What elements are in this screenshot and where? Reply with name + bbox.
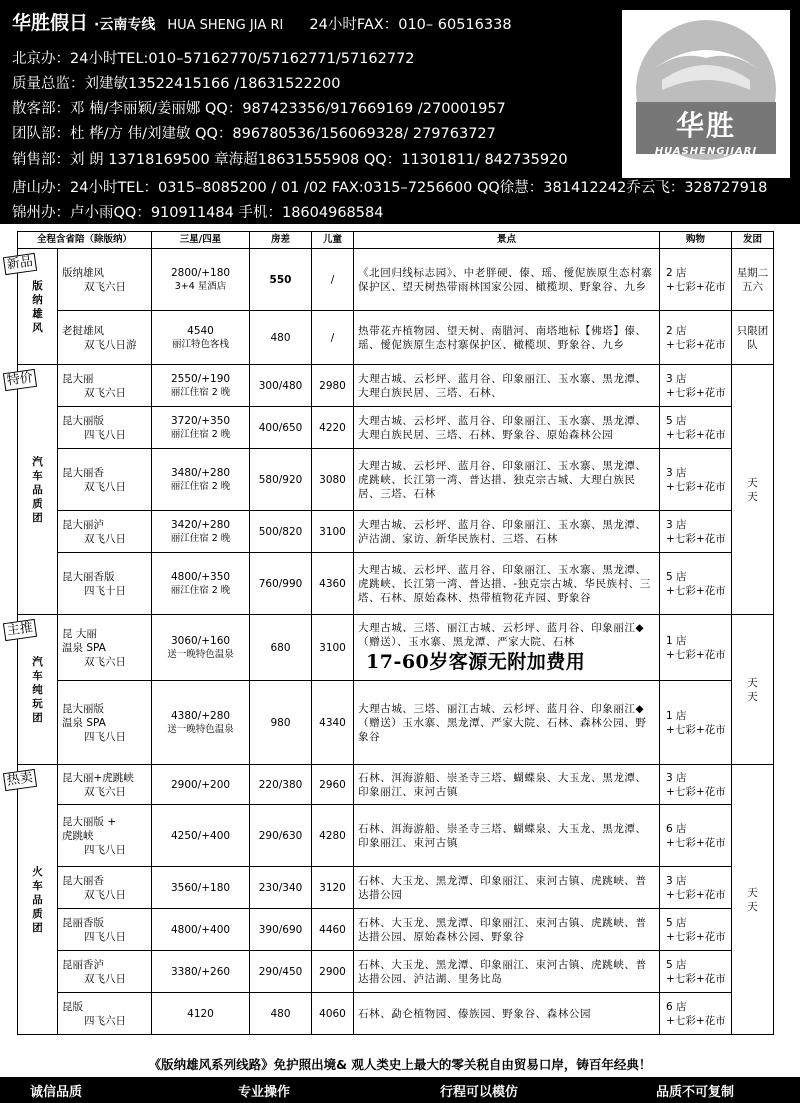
table-row [18,909,774,951]
child-price: 2960 [312,765,354,805]
route-name: 昆大丽 双飞六日 [58,365,152,407]
routes-table [6,231,774,1035]
header-banner [0,0,800,224]
table-row [18,615,774,681]
child-price: 2980 [312,365,354,407]
route-price: 2900/+200 [152,765,250,805]
room-diff: 390/690 [250,909,312,951]
sites: 石林、勐仑植物园、傣族园、野象谷、森林公园 [354,993,660,1035]
child-price: 2900 [312,951,354,993]
route-name: 昆 大丽 温泉 SPA 双飞六日 [58,615,152,681]
table-row [18,449,774,511]
brand-name: 华胜假日 [12,12,89,34]
route-name: 昆大丽版 四飞八日 [58,407,152,449]
room-diff: 550 [250,249,312,311]
child-price: 3080 [312,449,354,511]
departure-daily: 天 天 [732,615,774,765]
promo-text: 17-60岁客源无附加费用 [366,650,586,673]
table-row [18,951,774,993]
route-price: 4540 丽江特色客栈 [152,311,250,365]
room-diff: 230/340 [250,867,312,909]
room-diff: 480 [250,993,312,1035]
room-diff: 680 [250,615,312,681]
child-price: 4060 [312,993,354,1035]
shopping: 5 店 +七彩+花市 [660,553,732,615]
contact-sales: 销售部：刘 朗 13718169500 章海超18631555908 QQ：11301811/ 842735920 [12,152,568,168]
route-name: 昆版 四飞六日 [58,993,152,1035]
sites: 石林、大玉龙、黑龙潭、印象丽江、束河古镇、虎跳峡、普达措公园、原始森林公园、野象谷 [354,909,660,951]
route-price: 4380/+280 送一晚特色温泉 [152,681,250,765]
group-car-pure [6,615,58,765]
group-train-quality [6,765,58,1035]
sites: 大理古城、三塔、丽江古城、云杉坪、蓝月谷、印象丽江◆（赠送）玉水寨、黑龙潭、严家大院、石林、森林公园、野象谷 [354,681,660,765]
brand-line [12,8,512,35]
child-price: 4360 [312,553,354,615]
shopping: 3 店 +七彩+花市 [660,365,732,407]
shopping: 5 店 +七彩+花市 [660,909,732,951]
departure: 星期二五六 [732,249,774,311]
route-price: 4120 [152,993,250,1035]
departure-daily: 天 天 [732,765,774,1035]
table-row [18,365,774,407]
table-header-row [18,232,774,249]
sites: 大理古城、云杉坪、蓝月谷、印象丽江、玉水寨、黑龙潭、虎跳峡、长江第一湾、普达措、独克宗古城、大理白族民居、三塔、石林 [354,449,660,511]
departure: 只限团队 [732,311,774,365]
logo-char-1: 华 [676,109,705,142]
brand-line-label: ·云南专线 [94,17,156,33]
contact-tangshan: 唐山办：24小时TEL：0315–8085200 / 01 /02 FAX:0315–7256600 QQ徐慧：381412242乔云飞：328727918 [12,180,768,196]
room-diff: 980 [250,681,312,765]
logo [622,10,790,178]
table-row [18,681,774,765]
col-header-shopping: 购物 [660,232,732,249]
child-price: / [312,311,354,365]
child-price: 4340 [312,681,354,765]
room-diff: 760/990 [250,553,312,615]
table-row [18,511,774,553]
footer-item: 诚信品质 [30,1085,83,1100]
route-price: 4800/+400 [152,909,250,951]
route-name: 昆大丽+虎跳峡 双飞六日 [58,765,152,805]
col-header-route: 全程含省陪（除版纳） [18,232,152,249]
contact-quality: 质量总监：刘建敏13522415166 /18631522200 [12,76,341,92]
shopping: 2 店 +七彩+花市 [660,249,732,311]
contact-retail: 散客部：邓 楠/李丽颖/姜丽娜 QQ：987423356/917669169 /270001957 [12,101,506,117]
col-header-sites: 景点 [354,232,660,249]
table-row [18,765,774,805]
shopping: 6 店 +七彩+花市 [660,805,732,867]
sites: 石林、大玉龙、黑龙潭、印象丽江、束河古镇、虎跳峡、普达措公园、泸沽湖、里务比岛 [354,951,660,993]
route-name: 版纳雄风 双飞六日 [58,249,152,311]
route-price: 4800/+350 丽江住宿 2 晚 [152,553,250,615]
child-price: 4460 [312,909,354,951]
shopping: 5 店 +七彩+花市 [660,951,732,993]
logo-text: HUASHENGJIARI [654,146,758,157]
group-car-quality [6,365,58,615]
route-price: 3720/+350 丽江住宿 2 晚 [152,407,250,449]
stamp-main: 主推 [3,619,37,641]
route-price: 3060/+160 送一晚特色温泉 [152,615,250,681]
route-price: 2550/+190 丽江住宿 2 晚 [152,365,250,407]
route-price: 4250/+400 [152,805,250,867]
route-name: 昆大丽版 温泉 SPA 四飞八日 [58,681,152,765]
group-banna [6,249,58,365]
room-diff: 220/380 [250,765,312,805]
shopping: 3 店 +七彩+花市 [660,867,732,909]
footer-item: 行程可以模仿 [440,1085,519,1100]
footer-bar [0,1077,800,1103]
route-price: 3560/+180 [152,867,250,909]
logo-char-2: 胜 [706,109,735,142]
sites: 大理古城、三塔、丽江古城、云杉坪、蓝月谷、印象丽江◆（赠送）、玉水寨、黑龙潭、严家大院、石林 17-60岁客源无附加费用 [354,615,660,681]
sites: 热带花卉植物园、望天树、南腊河、南塔地标【佛塔】傣、瑶、僾伲族原生态村寨保护区、橄榄坝、野象谷、九乡 [354,311,660,365]
contact-beijing: 北京办：24小时TEL:010–57162770/57162771/57162772 [12,51,415,67]
group-title: 火车品质团 [32,865,43,934]
route-name: 昆大丽香 双飞八日 [58,449,152,511]
route-name: 昆丽香泸 双飞八日 [58,951,152,993]
slogan: 《版纳雄风系列线路》免护照出境& 观人类史上最大的零关税自由贸易口岸，铸百年经典！ [148,1057,652,1072]
col-header-departure: 发团 [732,232,774,249]
child-price: 3100 [312,511,354,553]
child-price: 3120 [312,867,354,909]
sites: 石林、洱海游船、崇圣寺三塔、蝴蝶泉、大玉龙、黑龙潭、印象丽江、束河古镇 [354,765,660,805]
room-diff: 480 [250,311,312,365]
col-header-star: 三星/四星 [152,232,250,249]
child-price: 3100 [312,615,354,681]
room-diff: 500/820 [250,511,312,553]
shopping: 5 店 +七彩+花市 [660,407,732,449]
room-diff: 290/450 [250,951,312,993]
room-diff: 290/630 [250,805,312,867]
contact-group: 团队部：杜 桦/方 伟/刘建敏 QQ：896780536/156069328/ 279763727 [12,126,496,142]
group-title: 汽车纯玩团 [32,655,43,724]
contact-jinzhou: 锦州办：卢小雨QQ：910911484 手机：18604968584 [12,205,384,221]
child-price: 4280 [312,805,354,867]
table-row [18,311,774,365]
route-price: 2800/+180 3+4 星酒店 [152,249,250,311]
col-header-child: 儿童 [312,232,354,249]
room-diff: 300/480 [250,365,312,407]
child-price: / [312,249,354,311]
route-name: 昆大丽香版 四飞十日 [58,553,152,615]
route-name: 昆大丽版 + 虎跳峡 四飞八日 [58,805,152,867]
stamp-hot: 热卖 [3,769,37,791]
sites: 大理古城、云杉坪、蓝月谷、印象丽江、玉水寨、黑龙潭、大理白族民居、三塔、石林、 [354,365,660,407]
table-row [18,805,774,867]
col-header-room: 房差 [250,232,312,249]
route-price: 3380/+260 [152,951,250,993]
group-title: 汽车品质团 [32,455,43,524]
room-diff: 580/920 [250,449,312,511]
sites: 石林、大玉龙、黑龙潭、印象丽江、束河古镇、虎跳峡、普达措公园 [354,867,660,909]
footer-item: 专业操作 [238,1085,291,1100]
stamp-sale: 特价 [3,369,37,391]
sites: 大理古城、云杉坪、蓝月谷、印象丽江、玉水寨、黑龙潭、大理白族民居、三塔、石林、野象谷、原始森林公园 [354,407,660,449]
table-row [18,553,774,615]
child-price: 4220 [312,407,354,449]
sites: 大理古城、云杉坪、蓝月谷、印象丽江、玉水寨、黑龙潭、泸沽湖、家访、新华民族村、三塔、石林 [354,511,660,553]
table-row [18,407,774,449]
route-name: 老挝雄风 双飞八日游 [58,311,152,365]
brand-pinyin: HUA SHENG JIA RI [167,18,284,33]
sites: 大理古城、云杉坪、蓝月谷、印象丽江、玉水寨、黑龙潭、虎跳峡、长江第一湾、普达措、-独克宗古城、华民族村、三塔、石林、原始森林、热带植物花卉园、野象谷 [354,553,660,615]
shopping: 1 店 +七彩+花市 [660,615,732,681]
stamp-new: 新品 [3,253,37,275]
sites: 《北回归线标志园》、中老胖硬、傣、瑶、僾伲族原生态村寨保护区、望天树热带雨林国家公园、橄榄坝、野象谷、九乡 [354,249,660,311]
shopping: 2 店 +七彩+花市 [660,311,732,365]
shopping: 6 店 +七彩+花市 [660,993,732,1035]
fax-line: 24小时FAX：010– 60516338 [309,17,512,33]
route-name: 昆大丽泸 双飞八日 [58,511,152,553]
footer-item: 品质不可复制 [656,1085,735,1100]
shopping: 1 店 +七彩+花市 [660,681,732,765]
shopping: 3 店 +七彩+花市 [660,765,732,805]
departure-daily: 天 天 [732,365,774,615]
route-name: 昆大丽香 双飞八日 [58,867,152,909]
table-row [18,249,774,311]
group-title: 版纳雄风 [32,279,43,334]
sites: 石林、洱海游船、崇圣寺三塔、蝴蝶泉、大玉龙、黑龙潭、印象丽江、束河古镇 [354,805,660,867]
table-row [18,867,774,909]
shopping: 3 店 +七彩+花市 [660,511,732,553]
table-row [18,993,774,1035]
route-name: 昆丽香版 四飞八日 [58,909,152,951]
shopping: 3 店 +七彩+花市 [660,449,732,511]
route-price: 3480/+280 丽江住宿 2 晚 [152,449,250,511]
room-diff: 400/650 [250,407,312,449]
route-price: 3420/+280 丽江住宿 2 晚 [152,511,250,553]
